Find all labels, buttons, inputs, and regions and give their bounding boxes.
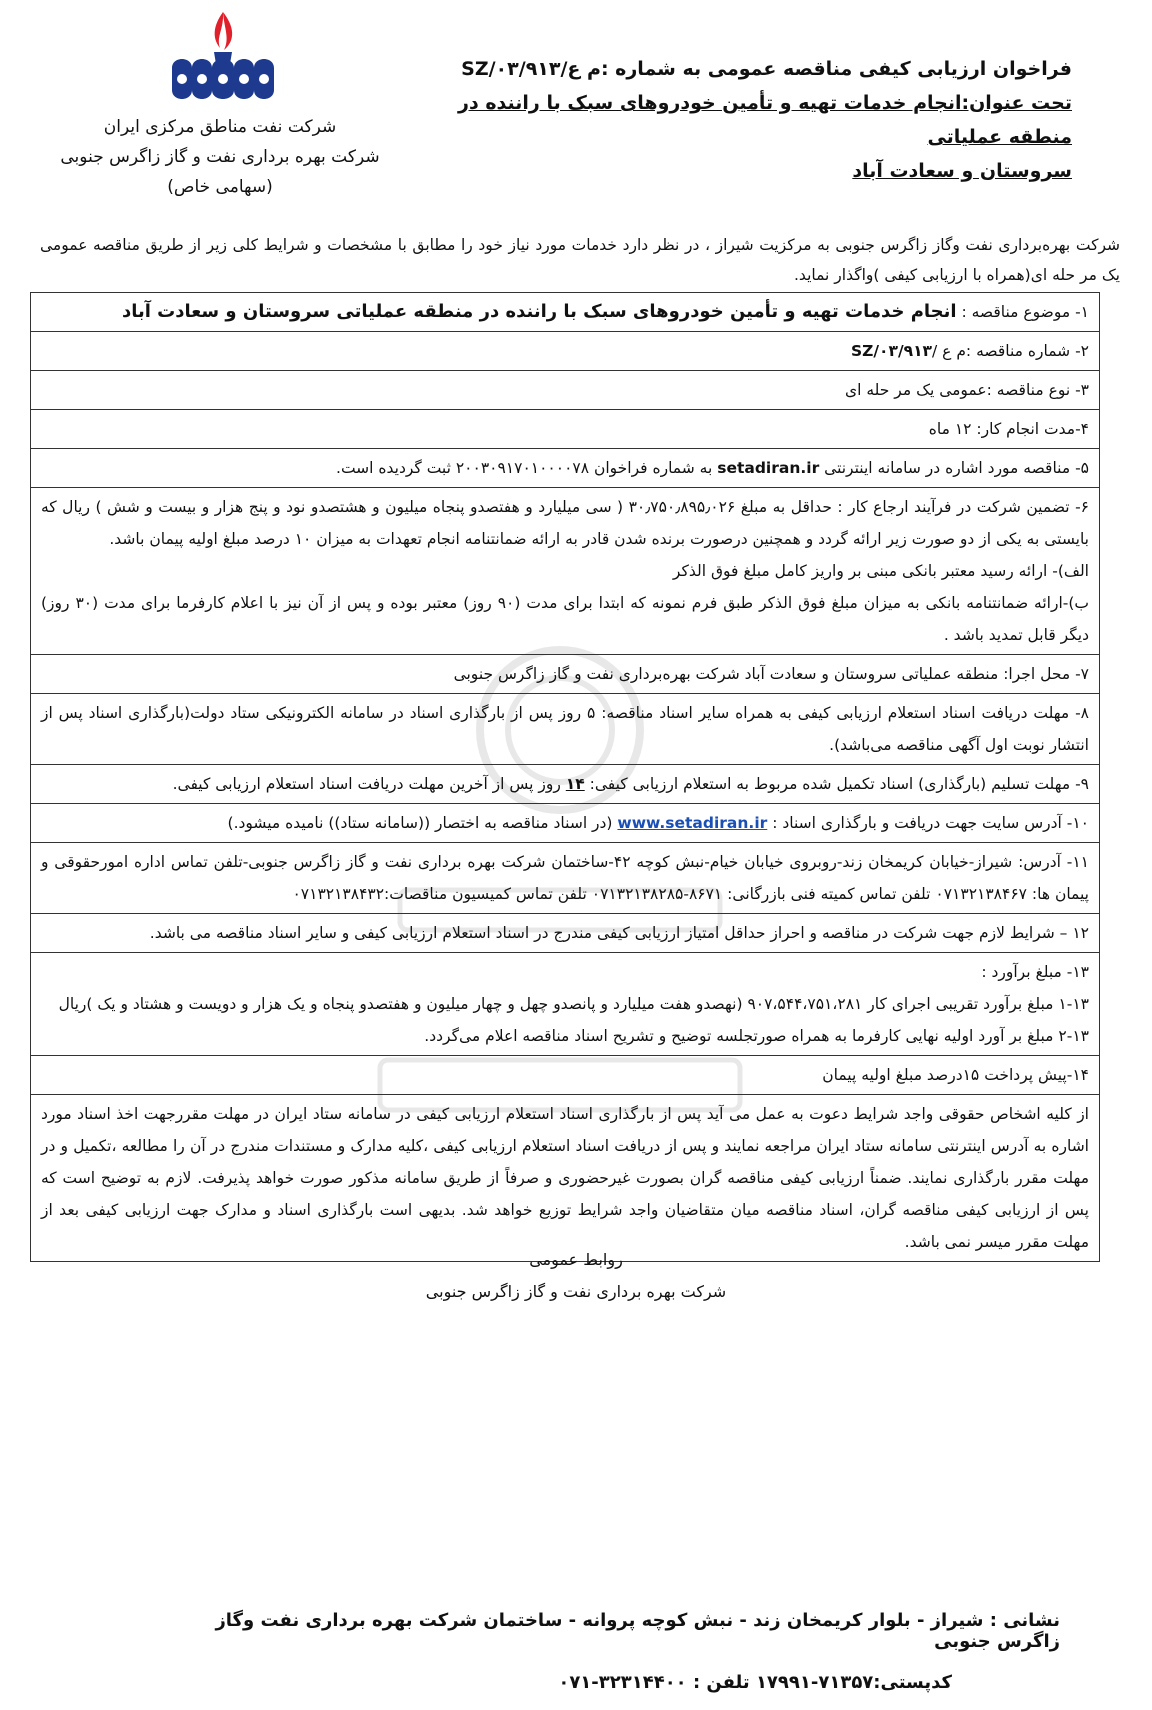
website-text-b: (در اسناد مناقصه به اختصار ((سامانه ستاد)) نامیده میشود.) (227, 814, 618, 832)
row-location: ۷- محل اجرا: منطقه عملیاتی سروستان و سعادت آباد شرکت بهره‌برداری نفت و گاز زاگرس جنوبی (31, 655, 1099, 694)
guarantee-option-a: الف)- ارائه رسید معتبر بانکی مبنی بر واریز کامل مبلغ فوق الذکر (672, 562, 1089, 580)
estimate-heading: ۱۳- مبلغ برآورد : (981, 963, 1089, 981)
row-registration (31, 449, 1099, 488)
company-block (40, 112, 400, 202)
website-text-a: ۱۰- آدرس سایت جهت دریافت و بارگذاری اسناد : (767, 814, 1089, 832)
tender-number-value: SZ/۰۳/۹۱۳ (850, 342, 932, 360)
row-submission-deadline (31, 765, 1099, 804)
setadiran-name: setadiran.ir (717, 459, 820, 477)
signature-line-2: شرکت بهره برداری نفت و گاز زاگرس جنوبی (425, 1282, 727, 1301)
guarantee-option-b: ب)-ارائه ضمانتنامه بانکی به میزان مبلغ فوق الذکر طبق فرم نمونه که ابتدا برای مدت (۹۰ روز) معتبر بوده و پس از آن نیز با اعلام کارفرما برای مدت (۳۰ روز) دیگر قابل تمدید باشد . (41, 594, 1089, 644)
title-line-2: تحت عنوان:انجام خدمات تهیه و تأمین خودروهای سبک با راننده در منطقه عملیاتی (458, 92, 1072, 148)
estimate-item-1: ۱-۱۳ مبلغ برآورد تقریبی اجرای کار ۹۰۷،۵۴۴،۷۵۱،۲۸۱ (نهصدو هفت میلیارد و پانصدو چهل و چهار میلیون و هفتصدو پنجاه و یک هزار و دویست و هشتاد و یک )ریال (58, 995, 1089, 1013)
row-address: ۱۱- آدرس: شیراز-خیابان کریمخان زند-روبروی خیابان خیام-نبش کوچه ۴۲-ساختمان شرکت بهره برداری نفت و گاز زاگرس جنوبی-تلفن تماس اداره امورحقوقی و پیمان ها: ۰۷۱۳۲۱۳۸۴۶۷ تلفن تماس کمیته فنی بازرگانی: ۸۶۷۱-۰۷۱۳۲۱۳۸۲۸۵ تلفن تماس کمیسیون مناقصات:۰۷۱۳۲۱۳۸۴۳۲ (31, 843, 1099, 914)
announcement-title (432, 52, 1072, 188)
row-estimate (31, 953, 1099, 1056)
registration-text-b: به شماره فراخوان ۲۰۰۳۰۹۱۷۰۱۰۰۰۰۷۸ ثبت گردیده است. (336, 459, 718, 477)
setadiran-link[interactable]: www.setadiran.ir (617, 814, 768, 832)
subject-label: ۱- موضوع مناقصه : (956, 303, 1089, 321)
tender-details-table (30, 292, 1100, 1262)
company-line-2: شرکت بهره برداری نفت و گاز زاگرس جنوبی (60, 147, 380, 167)
company-line-1: شرکت نفت مناطق مرکزی ایران (103, 117, 337, 137)
row-conditions: ۱۲ – شرایط لازم جهت شرکت در مناقصه و احراز حداقل امتیاز ارزیابی کیفی مندرج در اسناد استعلام ارزیابی کیفی و سایر اسناد مناقصه می باشد. (31, 914, 1099, 953)
row-website (31, 804, 1099, 843)
submission-text-c: روز پس از آخرین مهلت دریافت اسناد استعلام ارزیابی کیفی. (172, 775, 566, 793)
footer-postal: کدپستی:۷۱۳۵۷-۱۷۹۹۱ تلفن : ۳۲۳۱۴۴۰۰-۰۷۱ (558, 1672, 952, 1693)
row-tender-number (31, 332, 1099, 371)
row-prepayment: ۱۴-پیش پرداخت ۱۵درصد مبلغ اولیه پیمان (31, 1056, 1099, 1095)
estimate-item-2: ۲-۱۳ مبلغ بر آورد اولیه نهایی کارفرما به همراه صورتجلسه توضیح و تشریح اسناد مناقصه اعلام می‌گردد. (424, 1027, 1089, 1045)
row-invitation: از کلیه اشخاص حقوقی واجد شرایط دعوت به عمل می آید پس از بارگذاری اسناد استعلام ارزیابی کیفی در سامانه ستاد ایران در مهلت مقررجهت اخذ اسناد مورد اشاره به آدرس اینترنتی سامانه ستاد ایران مراجعه نمایند و پس از دریافت اسناد استعلام ارزیابی کیفی ،کلیه مدارک و مستندات مندرج در آن را مطالعه ،تکمیل و در مهلت مقرر بارگذاری نمایند. ضمناً ارزیابی کیفی مناقصه گران بصورت غیرحضوری و صرفاً از طریق سامانه مذکور صورت خواهد پذیرفت. لازم به توضیح است که پس از ارزیابی کیفی مناقصه گران، اسناد مناقصه میان متقاضیان واجد شرایط توزیع خواهد شد. بدیهی است بارگذاری اسناد و مدارک جهت ارزیابی کیفی بعد از مهلت مقرر میسر نمی باشد. (41, 1105, 1089, 1251)
submission-days: ۱۴ (565, 775, 585, 793)
registration-text-a: ۵- مناقصه مورد اشاره در سامانه اینترنتی (819, 459, 1089, 477)
row-subject (31, 293, 1099, 332)
footer-address: نشانی : شیراز - بلوار کریمخان زند - نبش کوچه پروانه - ساختمان شرکت بهره برداری نفت وگاز زاگرس جنوبی (215, 1610, 1060, 1652)
title-line-3: سروستان و سعادت آباد (852, 160, 1072, 182)
subject-value: انجام خدمات تهیه و تأمین خودروهای سبک با راننده در منطقه عملیاتی سروستان و سعادت آباد (121, 301, 957, 322)
row-guarantee (31, 488, 1099, 655)
signature-line-1: روابط عمومی (529, 1250, 623, 1269)
tender-number-label: ۲- شماره مناقصه :م ع / (932, 342, 1089, 360)
company-line-3: (سهامی خاص) (167, 177, 273, 197)
row-document-deadline: ۸- مهلت دریافت اسناد استعلام ارزیابی کیفی به همراه سایر اسناد مناقصه: ۵ روز پس از بارگذاری اسناد در سامانه الکترونیکی ستاد دولت(بارگذاری اسناد پس از انتشار نوبت اول آگهی مناقصه می‌باشد). (31, 694, 1099, 765)
title-line-1: فراخوان ارزیابی کیفی مناقصه عمومی به شماره :م ع/SZ/۰۳/۹۱۳ (461, 58, 1072, 80)
nioc-logo (158, 8, 288, 108)
guarantee-main: ۶- تضمین شرکت در فرآیند ارجاع کار : حداقل به مبلغ ۳۰٫۷۵۰٫۸۹۵٫۰۲۶ ( سی میلیارد و هفتصدو پنجاه میلیون و هشتصدو نود و پنج هزار و بیست و شش ) ریال که بایستی به یکی از دو صورت زیر ارائه گردد و همچنین درصورت برنده شدن قادر به ارائه ضمانتنامه انجام تعهدات به میزان ۱۰ درصد مبلغ اولیه پیمان باشد. (41, 498, 1089, 548)
row-tender-type: ۳- نوع مناقصه :عمومی یک مر حله ای (31, 371, 1099, 410)
intro-paragraph: شرکت بهره‌برداری نفت وگاز زاگرس جنوبی به مرکزیت شیراز ، در نظر دارد خدمات مورد نیاز خود را مطابق با مشخصات و شرایط کلی زیر از طریق مناقصه عمومی یک مر حله ای(همراه با ارزیابی کیفی )واگذار نماید. (40, 236, 1120, 284)
submission-text-a: ۹- مهلت تسلیم (بارگذاری) اسناد تکمیل شده مربوط به استعلام ارزیابی کیفی: (584, 775, 1089, 793)
row-duration: ۴-مدت انجام کار: ۱۲ ماه (31, 410, 1099, 449)
